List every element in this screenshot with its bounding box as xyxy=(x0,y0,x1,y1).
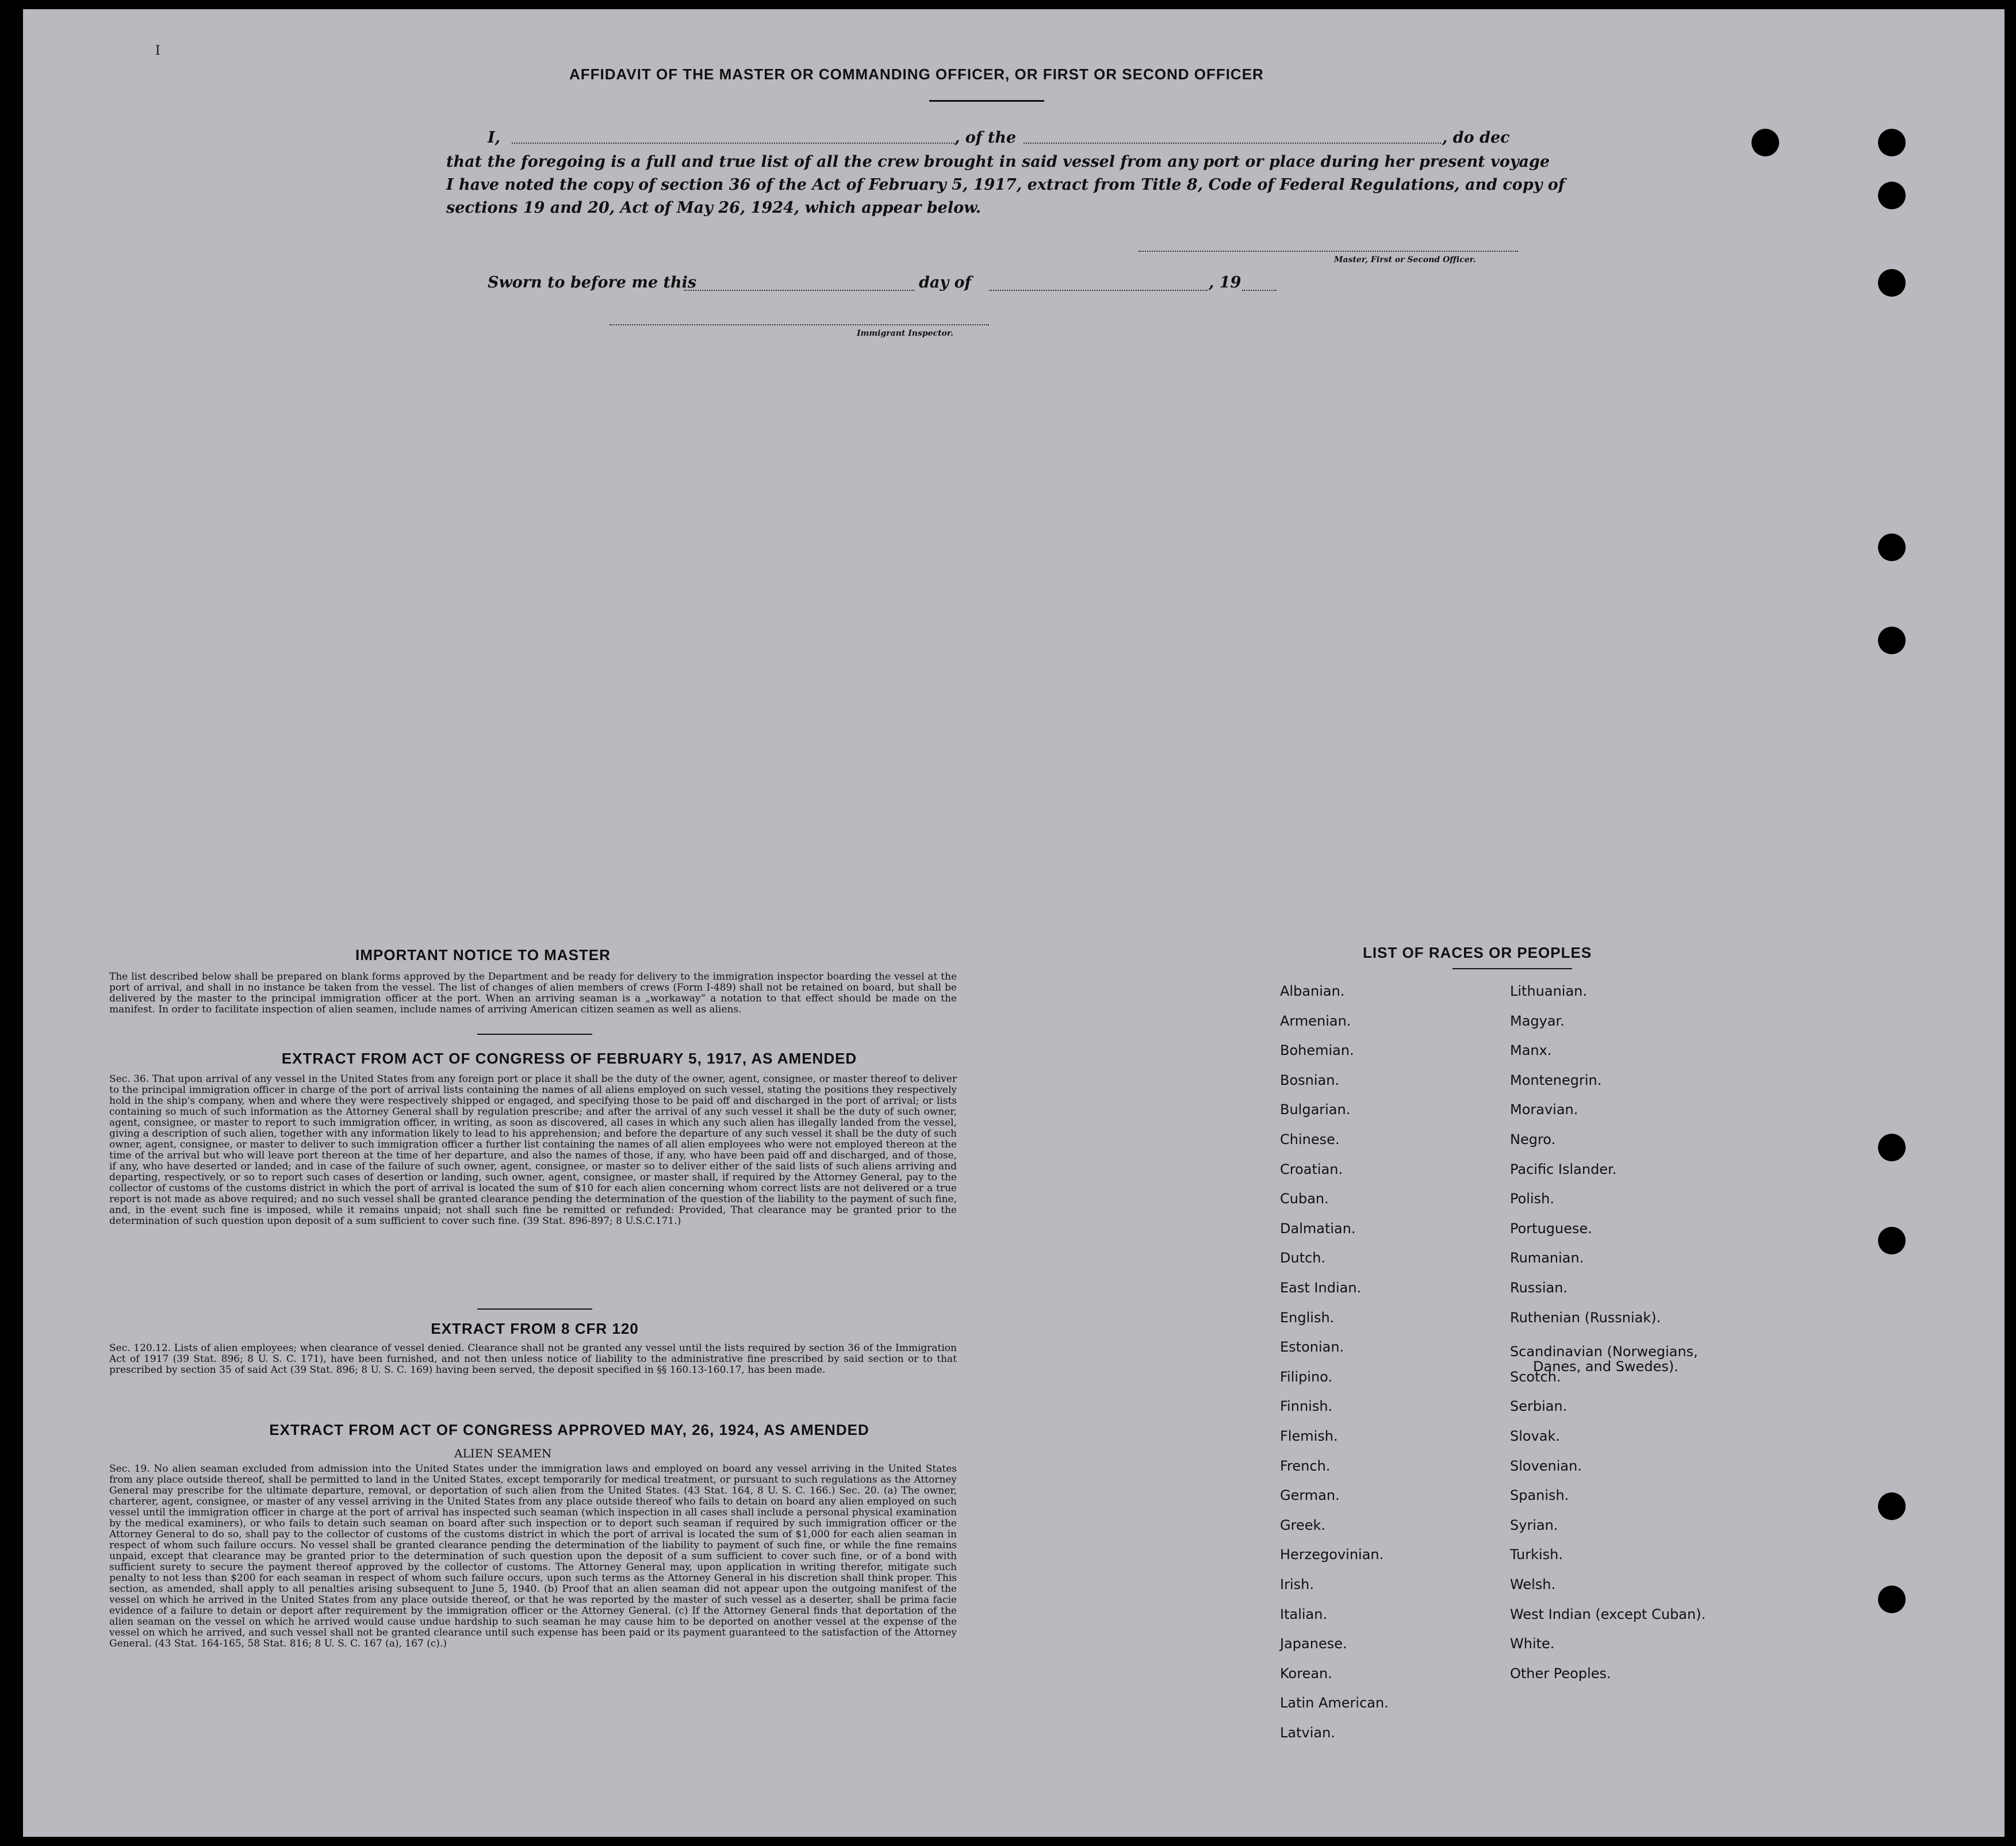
sworn-month-field[interactable] xyxy=(989,290,1208,291)
race-item: Slovenian. xyxy=(1510,1457,1582,1474)
race-item: English. xyxy=(1280,1309,1335,1326)
race-item: Magyar. xyxy=(1510,1012,1565,1029)
affidavit-body-3: sections 19 and 20, Act of May 26, 1924, which appear below. xyxy=(446,199,982,217)
race-item: Portuguese. xyxy=(1510,1220,1592,1237)
extract-cfr-title: EXTRACT FROM 8 CFR 120 xyxy=(431,1320,639,1337)
punch-hole xyxy=(1878,1492,1906,1520)
extract-1917-text: Sec. 36. That upon arrival of any vessel in the United States from any foreign port or place it shall be the duty of the owner, agent, consignee, or master thereof to deliver to the principal immigration officer in charge of the port of arrival lists containing the names of all aliens employed on such vessel, stating the positions they respectively hold in the ship's company, when and where they were respectively shipped or engaged, and specifying those to be paid off and discharged in the port of arrival; or lists containing so much of such information as the Attorney General shall by regulation prescribe; and after the arrival of any such vessel it shall be the duty of such owner, agent, consignee, or master to report to such immigration officer, in writing, as soon as discovered, all cases in which any such alien has illegally landed from the vessel, giving a description of such alien, together with any information likely to lead to his apprehension; and before the departure of any such vessel it shall be the duty of such owner, agent, consignee, or master to deliver to such immigration officer a further list containing the names of all alien employees who were not employed thereon at the time of the arrival but who will leave port thereon at the time of her departure, and also the names of those, if any, who have been paid off and discharged, and of those, if any, who have deserted or landed; and in case of the failure of such owner, agent, consignee, or master so to deliver either of the said lists of such aliens arriving and departing, respectively, or so to report such cases of desertion or landing, such owner, agent, consignee, or master shall, if required by the Attorney General, pay to the collector of customs of the customs district in which the port of arrival is located the sum of $10 for each alien concerning whom correct lists are not delivered or a true report is not made as above required; and no such vessel shall be granted clearance pending the determination of the question of the liability to the payment of such fine, and, in the event such fine is imposed, while it remains unpaid; not shall such fine be remitted or refunded: Provided, That clearance may be granted prior to the determination of such question upon deposit of a sum sufficient to cover such fine. (39 Stat. 896-897; 8 U.S.C.171.) xyxy=(109,1073,957,1227)
sworn-day-field[interactable] xyxy=(684,290,914,291)
vessel-field[interactable] xyxy=(1024,143,1441,144)
race-item: Negro. xyxy=(1510,1131,1556,1147)
race-item: Latvian. xyxy=(1280,1725,1335,1741)
race-item: Cuban. xyxy=(1280,1191,1329,1207)
affidavit-body-1: that the foregoing is a full and true list of all the crew brought in said vessel from any port or place during her present voyage xyxy=(446,153,1550,171)
race-item: Korean. xyxy=(1280,1665,1332,1682)
race-item: Polish. xyxy=(1510,1191,1554,1207)
punch-hole xyxy=(1878,129,1906,156)
race-item: Manx. xyxy=(1510,1042,1552,1059)
divider xyxy=(477,1034,592,1035)
race-item: Serbian. xyxy=(1510,1398,1567,1415)
race-item: Scandinavian (Norwegians, xyxy=(1510,1344,1698,1360)
extract-1924-text: Sec. 19. No alien seaman excluded from admission into the United States under the immigration laws and employed on board any vessel arriving in the United States from any place outside thereof, shall be permitted to land in the United States, except temporarily for medical treatment, or pursuant to such regulations as the Attorney General may prescribe for the ultimate departure, removal, or deportation of such alien from the United States. (43 Stat. 164, 8 U. S. C. 166.) Sec. 20. (a) The owner, charterer, agent, consignee, or master of any vessel arriving in the United States from any place outside thereof who fails to detain on board any alien employed on such vessel until the immigration officer in charge at the port of arrival has inspected such seaman (which inspection in all cases shall include a personal physical examination by the medical examiners), or who fails to detain such seaman on board after such inspection or to deport such seaman if required by such immigration officer or the Attorney General to do so, shall pay to the collector of customs of the customs district in which the port of arrival is located the sum of $1,000 for each alien seaman in respect of whom such failure occurs. No vessel shall be granted clearance pending the determination of the liability to payment of such fine, or while the fine remains unpaid, except that clearance may be granted prior to the determination of such question upon the deposit of a sum sufficient to cover such fine, or of a bond with sufficient surety to secure the payment thereof approved by the collector of customs. The Attorney General may, upon application in writing therefor, mitigate such penalty to not less than $200 for each seaman in respect of whom such failure occurs, upon such terms as the Attorney General in his discretion shall think proper. This section, as amended, shall apply to all penalties arising subsequent to June 5, 1940. (b) Proof that an alien seaman did not appear upon the outgoing manifest of the vessel on which he arrived in the United States from any place outside thereof, or that he was reported by the master of such vessel as a deserter, shall be prima facie evidence of a failure to detain or deport after requirement by the immigration officer or the Attorney General. (c) If the Attorney General finds that deportation of the alien seaman on the vessel on which he arrived would cause undue hardship to such seaman he may cause him to be deported on another vessel at the expense of the vessel on which he arrived, and such vessel shall not be granted clearance until such expense has been paid or its payment guaranteed to the satisfaction of the Attorney General. (43 Stat. 164-165, 58 Stat. 816; 8 U. S. C. 167 (a), 167 (c).) xyxy=(109,1463,957,1649)
affidavit-of-the: , of the xyxy=(955,129,1017,147)
notice-title: IMPORTANT NOTICE TO MASTER xyxy=(355,946,611,964)
name-field[interactable] xyxy=(512,143,955,144)
race-item: Filipino. xyxy=(1280,1368,1333,1385)
extract-cfr-text: Sec. 120.12. Lists of alien employees; when clearance of vessel denied. Clearance shall not be granted any vessel until the lists required by section 36 of the Immigration Act of 1917 (39 Stat. 896; 8 U. S. C. 171), have been furnished, and not then unless notice of liability to the administrative fine prescribed by said section or to that prescribed by section 35 of said Act (39 Stat. 896; 8 U. S. C. 169) having been served, the deposit specified in §§ 160.13-160.17, has been made. xyxy=(109,1342,957,1376)
race-item: Flemish. xyxy=(1280,1428,1338,1444)
race-item: Ruthenian (Russniak). xyxy=(1510,1309,1661,1326)
punch-hole xyxy=(1878,534,1906,561)
race-item: Bulgarian. xyxy=(1280,1102,1351,1118)
race-item: Rumanian. xyxy=(1510,1250,1584,1267)
master-signature-label: Master, First or Second Officer. xyxy=(1334,255,1476,264)
punch-hole xyxy=(1751,129,1779,156)
year-prefix: , 19 xyxy=(1209,274,1241,291)
sworn-text: Sworn to before me this xyxy=(488,274,697,291)
race-item: Welsh. xyxy=(1510,1576,1556,1592)
races-title-underline xyxy=(1452,968,1572,969)
race-item: Finnish. xyxy=(1280,1398,1333,1415)
day-of-text: day of xyxy=(919,274,972,291)
title-underline xyxy=(929,100,1044,102)
punch-hole xyxy=(1878,1227,1906,1254)
race-item: Montenegrin. xyxy=(1510,1072,1602,1088)
race-item: West Indian (except Cuban). xyxy=(1510,1606,1706,1622)
race-item: French. xyxy=(1280,1457,1331,1474)
races-title: LIST OF RACES OR PEOPLES xyxy=(1363,944,1592,961)
race-item: Slovak. xyxy=(1510,1428,1561,1444)
race-item: Dalmatian. xyxy=(1280,1220,1356,1237)
extract-1924-title: EXTRACT FROM ACT OF CONGRESS APPROVED MAY, 26, 1924, AS AMENDED xyxy=(269,1421,869,1438)
race-item: Armenian. xyxy=(1280,1012,1351,1029)
race-item: Lithuanian. xyxy=(1510,983,1588,999)
divider xyxy=(477,1308,592,1310)
race-item: Estonian. xyxy=(1280,1339,1344,1356)
inspector-signature-field[interactable] xyxy=(610,324,989,325)
punch-hole xyxy=(1878,1134,1906,1161)
race-item: Spanish. xyxy=(1510,1487,1569,1504)
affidavit-i: I, xyxy=(488,129,501,147)
punch-hole xyxy=(1878,1586,1906,1613)
master-signature-field[interactable] xyxy=(1139,251,1518,252)
punch-hole xyxy=(1878,182,1906,209)
extract-1924-subtitle: ALIEN SEAMEN xyxy=(454,1446,552,1460)
race-item: Bohemian. xyxy=(1280,1042,1354,1059)
margin-mark: I xyxy=(155,44,160,58)
race-item: Albanian. xyxy=(1280,983,1345,999)
race-item: Syrian. xyxy=(1510,1517,1558,1533)
race-item: German. xyxy=(1280,1487,1340,1504)
race-item: Scotch. xyxy=(1510,1368,1561,1385)
race-item: Bosnian. xyxy=(1280,1072,1340,1088)
sworn-year-field[interactable] xyxy=(1242,290,1277,291)
race-item: White. xyxy=(1510,1636,1555,1652)
race-item: Moravian. xyxy=(1510,1102,1578,1118)
race-item: Dutch. xyxy=(1280,1250,1326,1267)
affidavit-do-declare: , do dec xyxy=(1442,129,1510,147)
race-item: Turkish. xyxy=(1510,1546,1563,1563)
race-item: Herzegovinian. xyxy=(1280,1546,1384,1563)
race-item: Greek. xyxy=(1280,1517,1325,1533)
extract-1917-title: EXTRACT FROM ACT OF CONGRESS OF FEBRUARY 5, 1917, AS AMENDED xyxy=(281,1050,857,1067)
race-item: Russian. xyxy=(1510,1280,1568,1296)
affidavit-title: AFFIDAVIT OF THE MASTER OR COMMANDING OFFICER, OR FIRST OR SECOND OFFICER xyxy=(569,66,1264,83)
race-item: Other Peoples. xyxy=(1510,1665,1611,1682)
punch-hole xyxy=(1878,627,1906,654)
race-item: Irish. xyxy=(1280,1576,1314,1592)
punch-hole xyxy=(1878,269,1906,297)
race-item: Latin American. xyxy=(1280,1695,1389,1711)
affidavit-body-2: I have noted the copy of section 36 of the Act of February 5, 1917, extract from Title 8, Code of Federal Regulations, and copy of xyxy=(446,176,1565,194)
race-item: Chinese. xyxy=(1280,1131,1340,1147)
race-item: Danes, and Swedes). xyxy=(1533,1358,1678,1375)
form-page xyxy=(23,9,2004,1837)
race-item: East Indian. xyxy=(1280,1280,1362,1296)
race-item: Pacific Islander. xyxy=(1510,1161,1617,1177)
inspector-label: Immigrant Inspector. xyxy=(857,329,953,338)
race-item: Croatian. xyxy=(1280,1161,1343,1177)
race-item: Japanese. xyxy=(1280,1636,1347,1652)
race-item: Italian. xyxy=(1280,1606,1328,1622)
notice-text: The list described below shall be prepared on blank forms approved by the Department and be ready for delivery to the immigration inspector boarding the vessel at the port of arrival, and shall in no instance be taken from the vessel. The list of changes of alien members of crews (Form I-489) shall not be retained on board, but shall be delivered by the master to the principal immigration officer at the port. When an arriving seaman is a „workaway” a notation to that effect should be made on the manifest. In order to facilitate inspection of alien seamen, include names of arriving American citizen seamen as well as aliens. xyxy=(109,971,957,1015)
